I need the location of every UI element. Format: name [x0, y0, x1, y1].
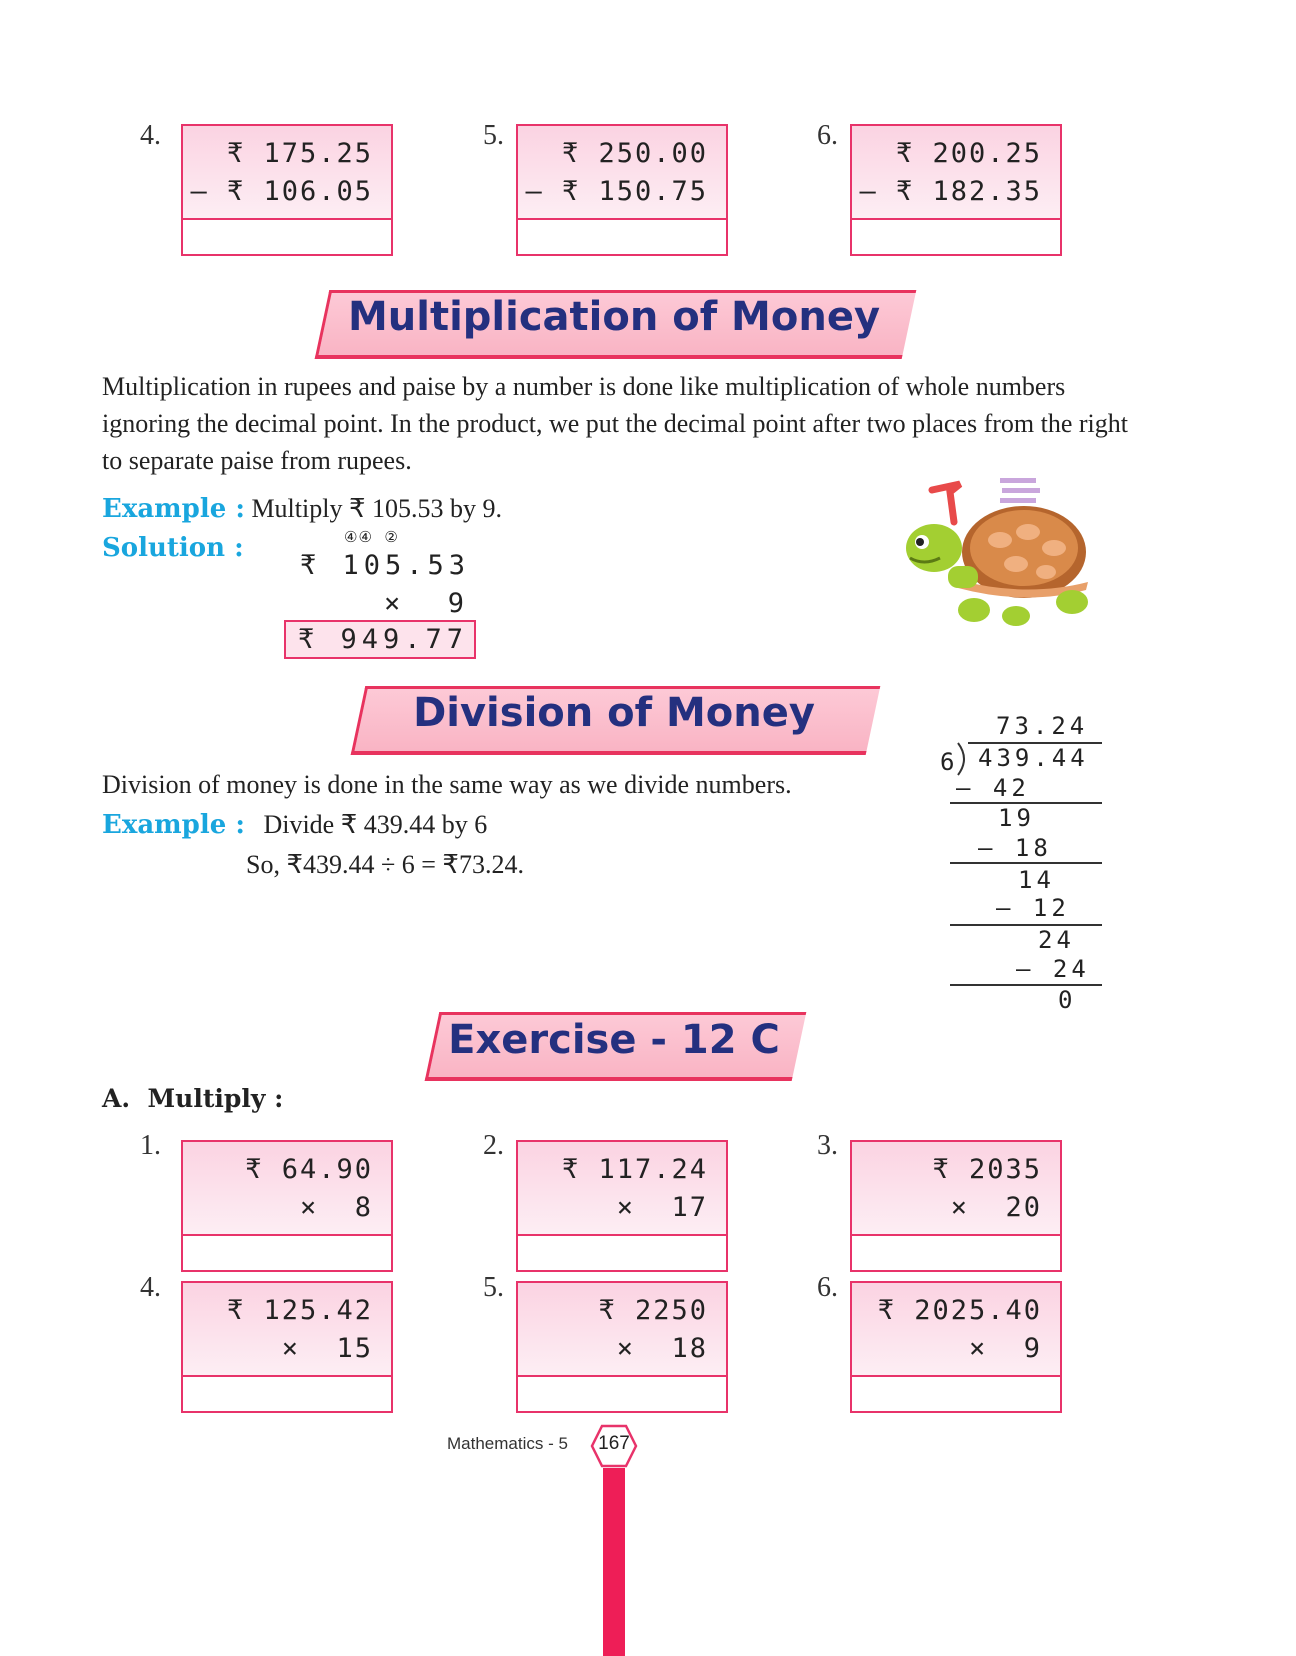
- box-line-1: ₹ 125.42: [226, 1295, 373, 1326]
- answer-field[interactable]: [852, 1377, 1060, 1411]
- box-line-1: ₹ 64.90: [245, 1154, 373, 1185]
- division-step: – 42: [956, 774, 1030, 802]
- division-paragraph: Division of money is done in the same way as we divide numbers.: [102, 770, 792, 799]
- footer-book-title: Mathematics - 5: [447, 1434, 568, 1453]
- box-line-2: × 8: [299, 1192, 373, 1223]
- box-line-1: ₹ 250.00: [561, 138, 708, 169]
- division-remainder: 0: [1058, 986, 1073, 1014]
- box-line-2: – ₹ 106.05: [190, 176, 373, 207]
- answer-box: [181, 1140, 393, 1272]
- example-line: [102, 490, 502, 528]
- example-label: Example :: [102, 810, 245, 840]
- question-number: 2.: [483, 1130, 504, 1161]
- box-line-2: × 17: [616, 1192, 708, 1223]
- section-label-multiply: A. Multiply :: [102, 1084, 284, 1113]
- example-text: Divide ₹ 439.44 by 6: [263, 810, 488, 839]
- multiplier: × 9: [384, 588, 470, 619]
- question-number: 3.: [817, 1130, 838, 1161]
- answer-field[interactable]: [518, 1236, 726, 1270]
- question-number: 4.: [140, 120, 161, 151]
- box-line-1: ₹ 2250: [598, 1295, 708, 1326]
- answer-field[interactable]: [518, 1377, 726, 1411]
- division-step: – 12: [996, 894, 1070, 922]
- answer-field[interactable]: [183, 1236, 391, 1270]
- box-line-2: × 9: [968, 1333, 1042, 1364]
- solution-label: Solution :: [102, 533, 244, 563]
- product-box: ₹ 949.77: [284, 620, 476, 659]
- answer-box: [516, 1281, 728, 1413]
- box-line-1: ₹ 2035: [932, 1154, 1042, 1185]
- answer-field[interactable]: [183, 1377, 391, 1411]
- example-label: Example :: [102, 494, 245, 524]
- box-line-2: – ₹ 150.75: [525, 176, 708, 207]
- box-line-2: × 15: [281, 1333, 373, 1364]
- question-number: 4.: [140, 1272, 161, 1303]
- answer-field[interactable]: [518, 220, 726, 254]
- section-title-exercise: Exercise - 12 C: [448, 1017, 780, 1063]
- example-line: [102, 806, 487, 844]
- carry-digits: ④④ ②: [344, 528, 399, 546]
- box-line-1: ₹ 200.25: [895, 138, 1042, 169]
- box-line-2: – ₹ 182.35: [859, 176, 1042, 207]
- section-title-division: Division of Money: [413, 690, 815, 736]
- turtle-head: [906, 524, 962, 572]
- answer-box: [516, 1140, 728, 1272]
- dividend: 439.44: [978, 744, 1089, 772]
- box-line-1: ₹ 175.25: [226, 138, 373, 169]
- answer-field[interactable]: [852, 1236, 1060, 1270]
- division-step: 14: [1018, 866, 1055, 894]
- division-bracket-icon: [956, 742, 970, 776]
- answer-box: [850, 1140, 1062, 1272]
- quotient: 73.24: [996, 712, 1089, 740]
- answer-box: [850, 124, 1062, 256]
- division-step: 24: [1038, 926, 1075, 954]
- division-step: – 24: [1016, 955, 1090, 983]
- box-line-1: ₹ 2025.40: [877, 1295, 1042, 1326]
- box-line-2: × 18: [616, 1333, 708, 1364]
- answer-box: [516, 124, 728, 256]
- division-step: – 18: [978, 834, 1052, 862]
- page-number: 167: [598, 1433, 630, 1454]
- division-step: 19: [998, 804, 1035, 832]
- question-number: 1.: [140, 1130, 161, 1161]
- answer-box: [850, 1281, 1062, 1413]
- question-number: 5.: [483, 1272, 504, 1303]
- number-seven-icon: [932, 484, 960, 522]
- answer-field[interactable]: [183, 220, 391, 254]
- question-number: 5.: [483, 120, 504, 151]
- section-title-multiplication: Multiplication of Money: [347, 294, 881, 340]
- equals-sign-icon: [1000, 478, 1036, 483]
- division-result: So, ₹439.44 ÷ 6 = ₹73.24.: [246, 850, 524, 879]
- multiplication-paragraph: Multiplication in rupees and paise by a number is done like multiplication of whole numbers ignoring the decimal point. In the product, we put the decimal point after two places from the right to separate paise from rupees.: [102, 372, 1128, 475]
- answer-field[interactable]: [852, 220, 1060, 254]
- divisor: 6: [940, 748, 955, 776]
- page-tab-strip: [603, 1468, 625, 1656]
- question-number: 6.: [817, 1272, 838, 1303]
- answer-box: [181, 124, 393, 256]
- box-line-1: ₹ 117.24: [561, 1154, 708, 1185]
- box-line-2: × 20: [950, 1192, 1042, 1223]
- answer-box: [181, 1281, 393, 1413]
- example-text: Multiply ₹ 105.53 by 9.: [251, 494, 502, 523]
- turtle-illustration: [896, 470, 1096, 630]
- question-number: 6.: [817, 120, 838, 151]
- multiplicand: ₹ 105.53: [300, 550, 471, 581]
